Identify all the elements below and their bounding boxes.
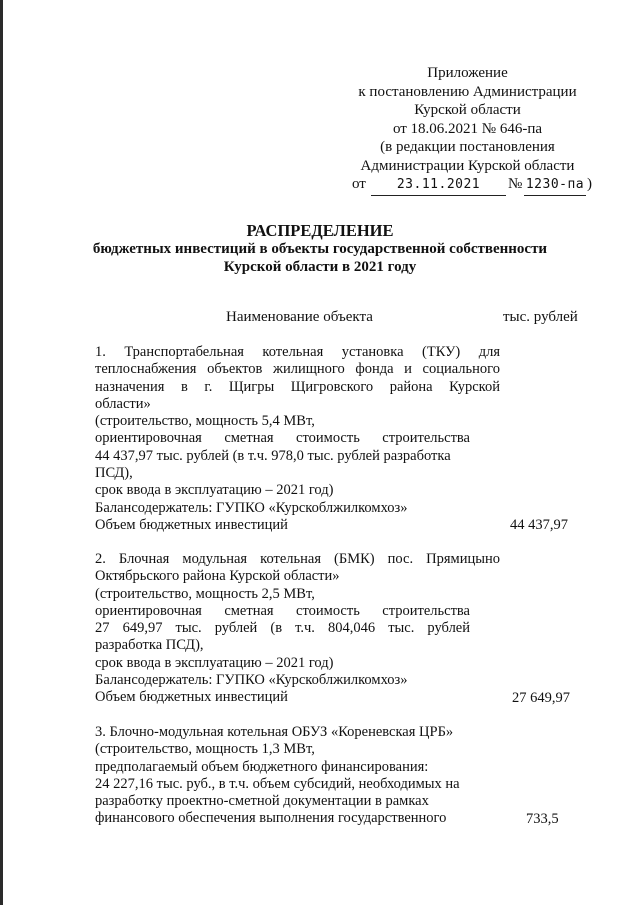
item-2-amount: 27 649,97	[512, 690, 570, 706]
item-text-line: 3. Блочно-модульная котельная ОБУЗ «Кореневская ЦРБ»	[95, 724, 454, 740]
approval-line: Приложение	[427, 65, 508, 81]
item-text-line: финансового обеспечения выполнения государственного	[95, 810, 447, 827]
approval-line: к постановлению Администрации	[358, 83, 577, 100]
amendment-reference-line	[340, 175, 595, 193]
item-text-line: ориентировочная сметная стоимость строительства	[95, 430, 470, 447]
approval-line: Курской области	[414, 102, 521, 118]
item-text-line: назначения в г. Щигры Щигровского района Курской	[95, 378, 500, 395]
item-text-line: Объем бюджетных инвестиций	[95, 689, 288, 706]
item-text-line: (строительство, мощность 1,3 МВт,	[95, 741, 315, 758]
item-text-line: теплоснабжения объектов жилищного фонда и социального	[95, 361, 500, 378]
title-line-2: бюджетных инвестиций в объекты государственной собственности	[92, 241, 548, 257]
item-text-line: срок ввода в эксплуатацию – 2021 год)	[95, 654, 334, 671]
title-main: РАСПРЕДЕЛЕНИЕ	[246, 221, 394, 240]
item-text-line: Балансодержатель: ГУПКО «Курскоблжилкомхоз»	[95, 499, 408, 516]
item-text-line: Балансодержатель: ГУПКО «Курскоблжилкомхоз»	[95, 672, 408, 689]
item-text-line: области»	[95, 395, 151, 412]
investment-item-3	[95, 724, 500, 828]
investment-item-1	[95, 344, 500, 534]
item-text-line: разработку проектно-сметной документации в рамках	[95, 793, 429, 810]
item-text-line: Объем бюджетных инвестиций	[95, 516, 288, 533]
scan-left-edge	[0, 0, 3, 905]
item-text-line: срок ввода в эксплуатацию – 2021 год)	[95, 482, 334, 499]
investment-item-2	[95, 551, 500, 707]
close-paren: )	[587, 176, 592, 192]
item-text-line: 44 437,97 тыс. рублей (в т.ч. 978,0 тыс. рублей разработка	[95, 447, 451, 464]
from-label: от	[352, 176, 366, 192]
handwritten-date: 23.11.2021	[396, 177, 481, 192]
number-sign: №	[508, 176, 523, 192]
approval-line: (в редакции постановления	[380, 139, 555, 155]
item-text-line: разработка ПСД),	[95, 637, 204, 654]
approval-line: Администрации Курской области	[360, 157, 575, 174]
item-text-line: ПСД),	[95, 465, 133, 482]
item-text-line: ориентировочная сметная стоимость строительства	[95, 602, 470, 619]
column-header-amount: тыс. рублей	[503, 309, 578, 325]
approval-stamp-block	[340, 64, 595, 193]
document-title	[0, 222, 640, 276]
date-field	[371, 175, 506, 196]
item-text-line: 24 227,16 тыс. руб., в т.ч. объем субсидий, необходимых на	[95, 775, 460, 792]
number-field	[524, 175, 586, 196]
item-text-line: 2. Блочная модульная котельная (БМК) пос. Прямицыно	[95, 551, 500, 567]
handwritten-number: 1230-па	[525, 177, 585, 192]
item-3-amount: 733,5	[526, 811, 559, 827]
title-line-3: Курской области в 2021 году	[223, 259, 417, 275]
item-text-line: 1. Транспортабельная котельная установка (ТКУ) для	[95, 344, 500, 360]
column-header-name: Наименование объекта	[226, 309, 373, 325]
item-text-line: (строительство, мощность 5,4 МВт,	[95, 413, 315, 430]
item-text-line: 27 649,97 тыс. рублей (в т.ч. 804,046 тыс. рублей	[95, 620, 470, 637]
item-text-line: Октябрьского района Курской области»	[95, 568, 340, 585]
item-text-line: (строительство, мощность 2,5 МВт,	[95, 585, 315, 602]
approval-line: от 18.06.2021 № 646-па	[392, 120, 543, 137]
item-1-amount: 44 437,97	[510, 517, 568, 533]
item-text-line: предполагаемый объем бюджетного финансирования:	[95, 758, 429, 775]
